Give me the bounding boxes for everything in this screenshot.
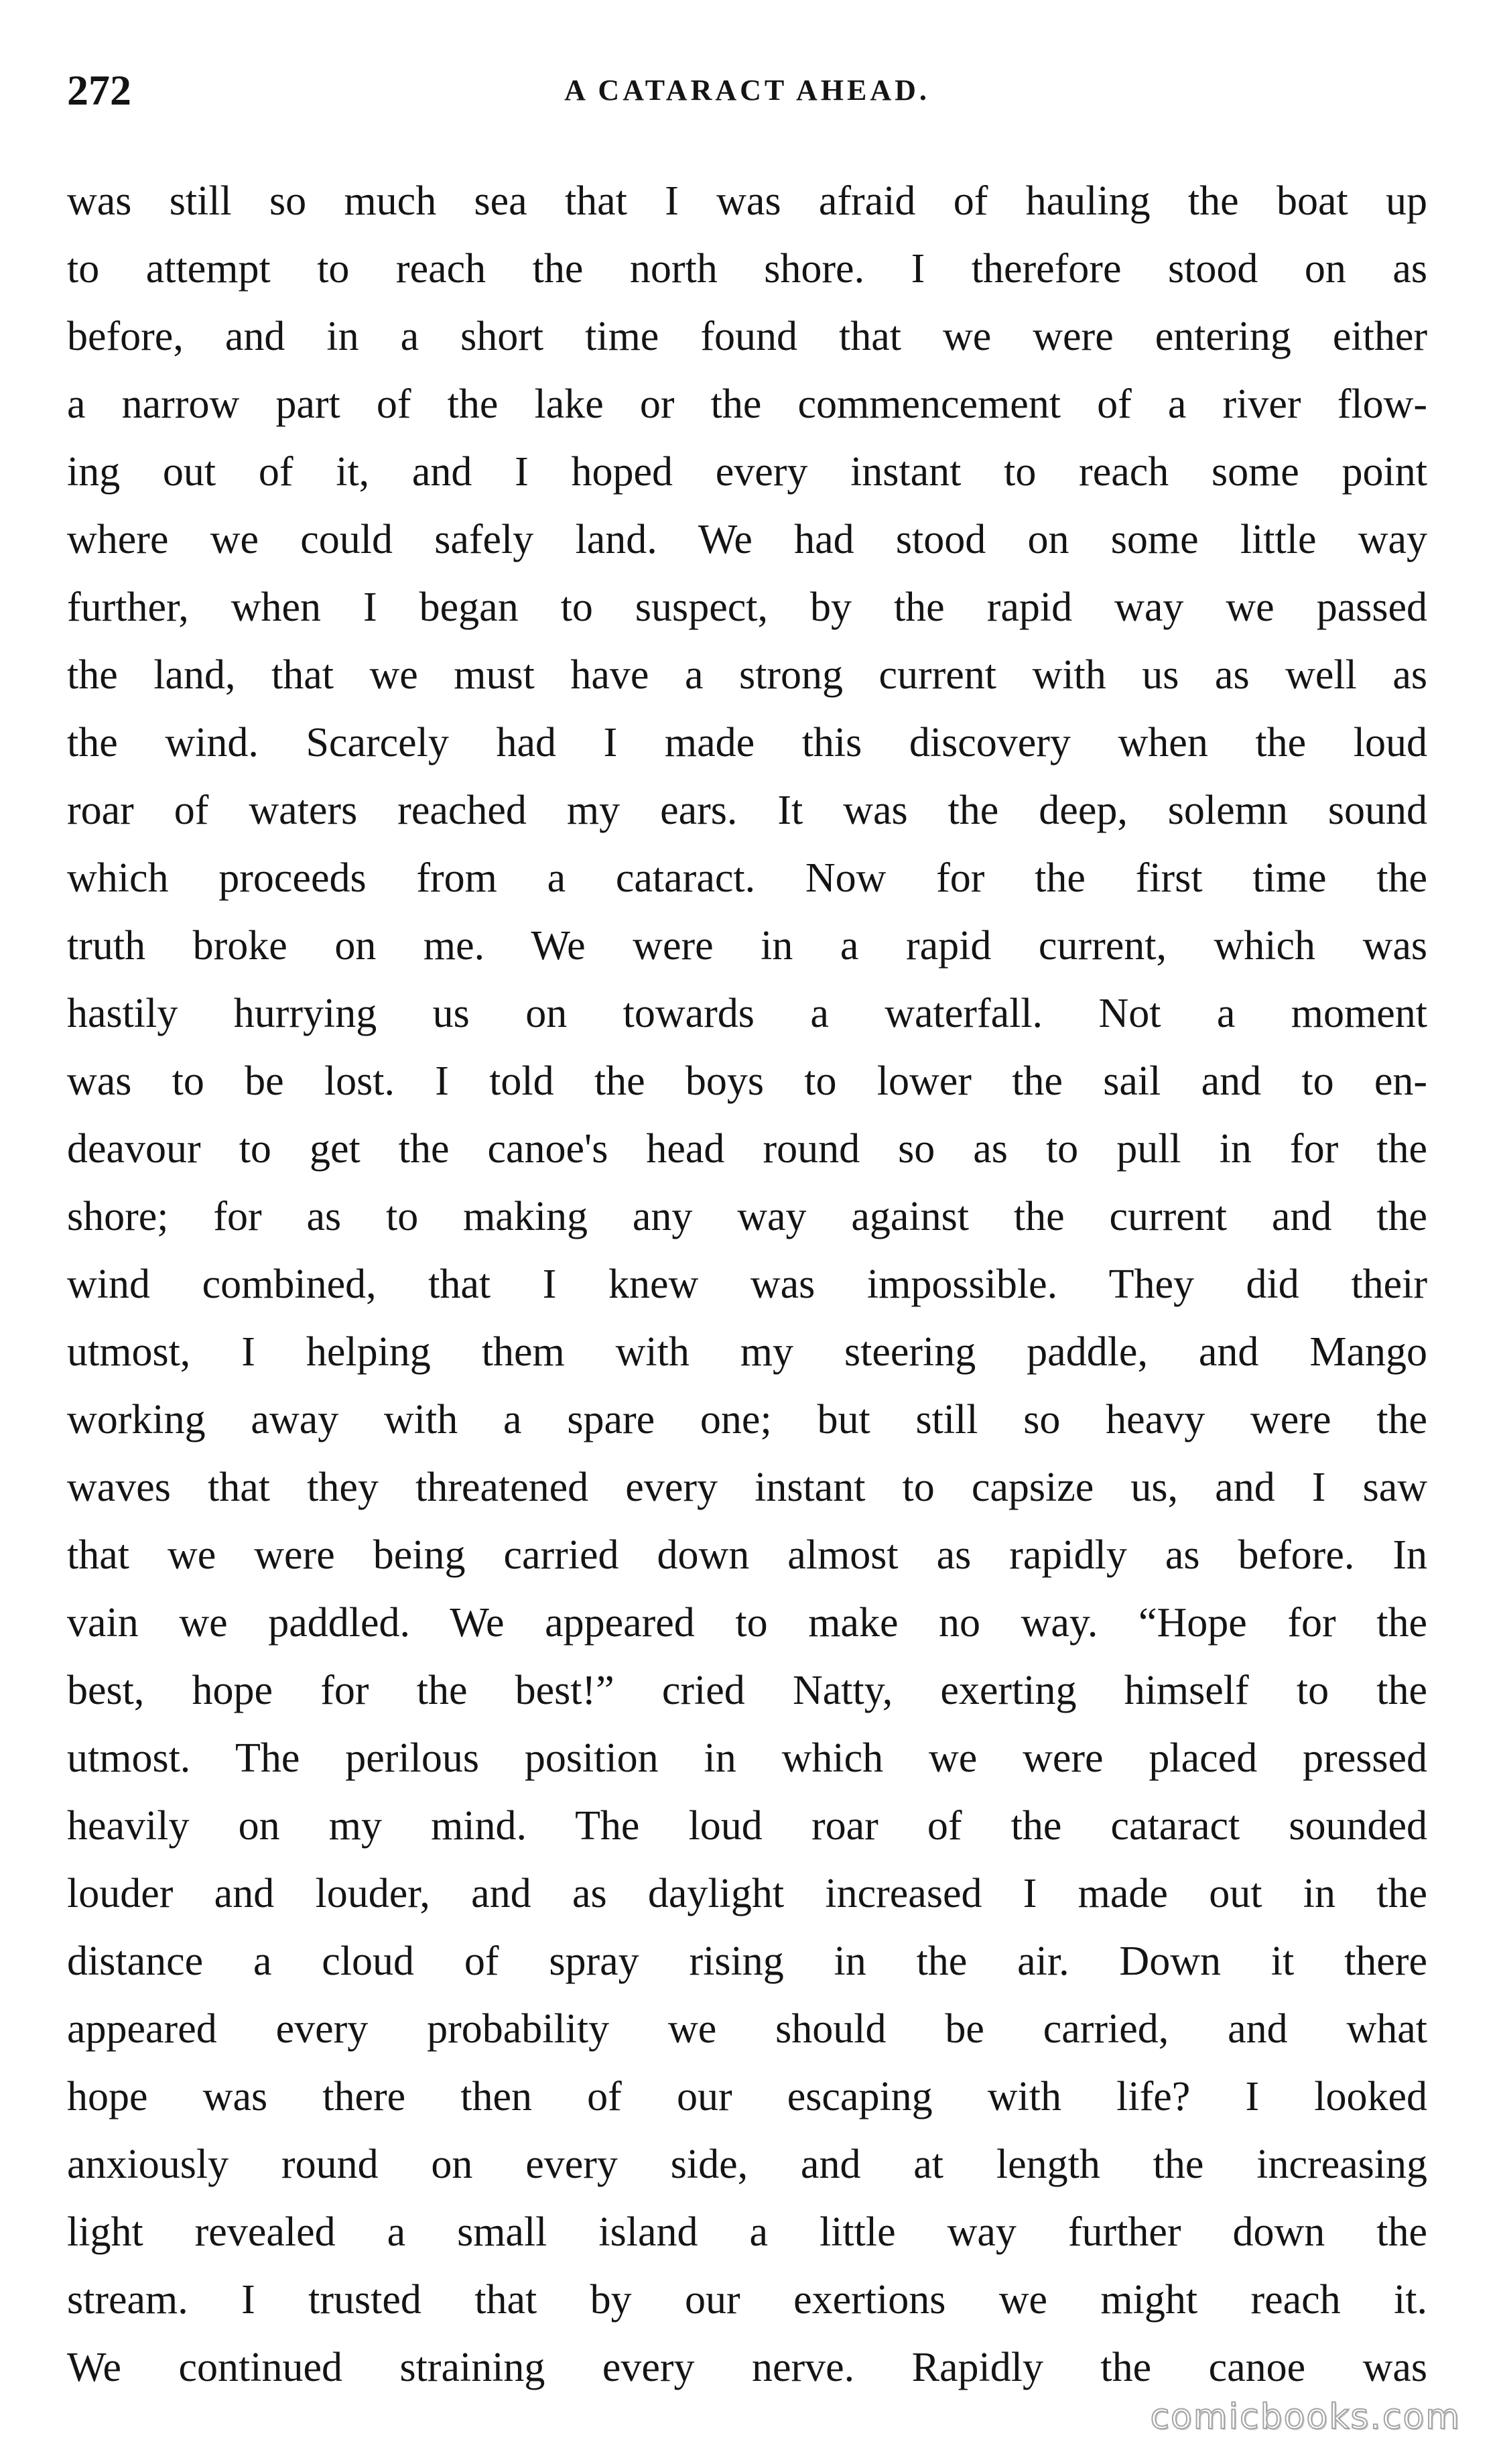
- text-line: the wind. Scarcely had I made this discovery when the loud: [67, 720, 1427, 765]
- running-title: A CATARACT AHEAD.: [564, 74, 930, 107]
- text-line: distance a cloud of spray rising in the air. Down it there: [67, 1938, 1427, 1984]
- text-line: deavour to get the canoe's head round so as to pull in for the: [67, 1126, 1427, 1172]
- text-line: truth broke on me. We were in a rapid current, which was: [67, 923, 1427, 969]
- text-line: where we could safely land. We had stood on some little way: [67, 517, 1427, 562]
- text-line: utmost, I helping them with my steering paddle, and Mango: [67, 1329, 1427, 1375]
- text-line: light revealed a small island a little way further down the: [67, 2209, 1427, 2255]
- text-line: hastily hurrying us on towards a waterfall. Not a moment: [67, 991, 1427, 1036]
- text-line: further, when I began to suspect, by the rapid way we passed: [67, 584, 1427, 630]
- text-line: was to be lost. I told the boys to lower the sail and to en-: [67, 1058, 1427, 1104]
- text-line: hope was there then of our escaping with life? I looked: [67, 2074, 1427, 2119]
- text-line: utmost. The perilous position in which we were placed pressed: [67, 1735, 1427, 1781]
- text-line: a narrow part of the lake or the commencement of a river flow-: [67, 381, 1427, 427]
- text-line: stream. I trusted that by our exertions we might reach it.: [67, 2277, 1427, 2323]
- text-line: shore; for as to making any way against the current and the: [67, 1194, 1427, 1239]
- text-line: We continued straining every nerve. Rapidly the canoe was: [67, 2345, 1427, 2390]
- text-line: the land, that we must have a strong current with us as well as: [67, 652, 1427, 698]
- text-line: ing out of it, and I hoped every instant to reach some point: [67, 449, 1427, 495]
- text-line: was still so much sea that I was afraid of hauling the boat up: [67, 178, 1427, 224]
- running-head: [67, 60, 1427, 121]
- text-line: that we were being carried down almost as rapidly as before. In: [67, 1532, 1427, 1578]
- text-line: appeared every probability we should be carried, and what: [67, 2006, 1427, 2052]
- text-line: vain we paddled. We appeared to make no way. “Hope for the: [67, 1600, 1427, 1646]
- text-line: wind combined, that I knew was impossible. They did their: [67, 1261, 1427, 1307]
- text-line: best, hope for the best!” cried Natty, exerting himself to the: [67, 1668, 1427, 1713]
- text-line: to attempt to reach the north shore. I therefore stood on as: [67, 246, 1427, 292]
- text-line: which proceeds from a cataract. Now for the first time the: [67, 855, 1427, 901]
- text-line: working away with a spare one; but still so heavy were the: [67, 1397, 1427, 1442]
- page-number: 272: [67, 66, 131, 114]
- body-text: [67, 168, 1427, 2402]
- text-line: anxiously round on every side, and at length the increasing: [67, 2142, 1427, 2187]
- watermark: comicbooks.com: [1150, 2397, 1461, 2437]
- text-line: heavily on my mind. The loud roar of the cataract sounded: [67, 1803, 1427, 1849]
- text-line: waves that they threatened every instant to capsize us, and I saw: [67, 1465, 1427, 1510]
- text-line: before, and in a short time found that we were entering either: [67, 314, 1427, 359]
- text-line: louder and louder, and as daylight increased I made out in the: [67, 1871, 1427, 1916]
- text-line: roar of waters reached my ears. It was the deep, solemn sound: [67, 788, 1427, 833]
